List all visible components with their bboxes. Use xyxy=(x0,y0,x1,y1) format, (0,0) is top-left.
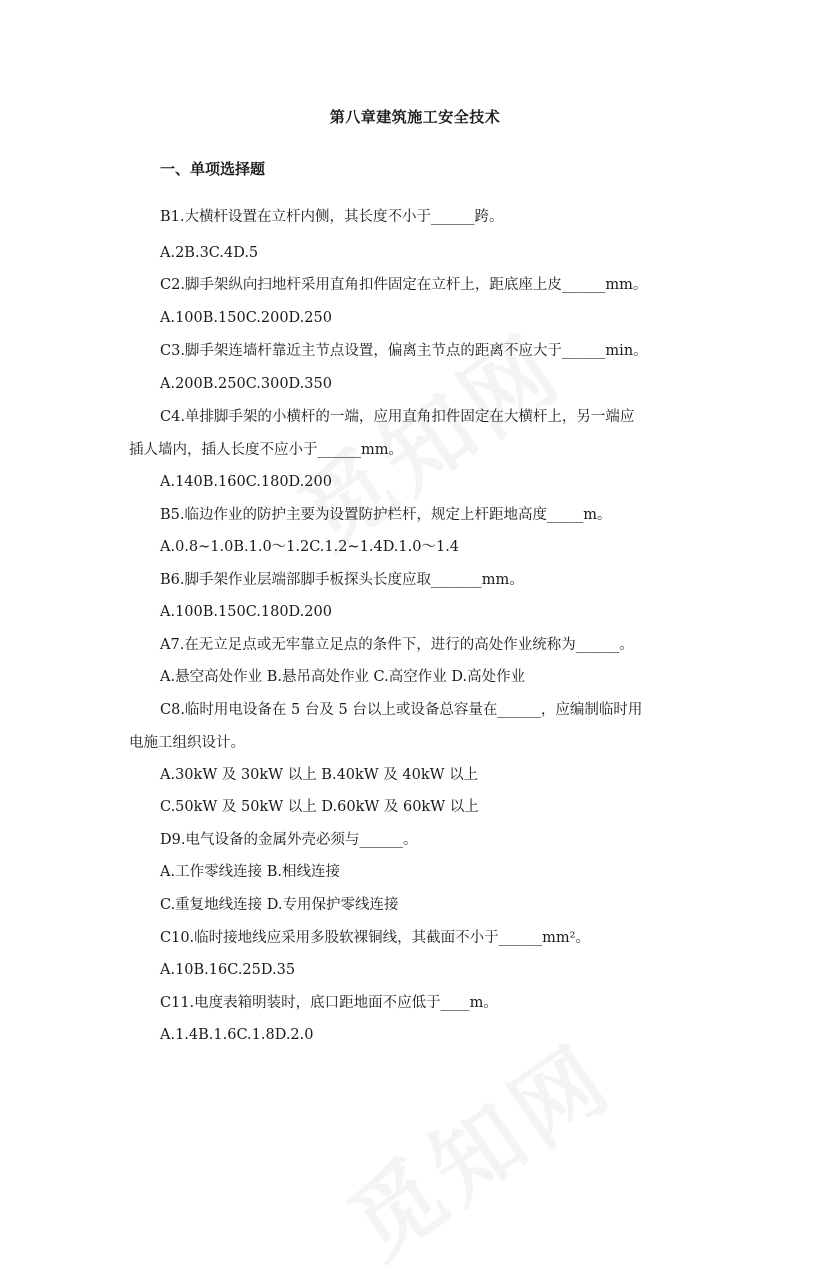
question-text: B1.大横杆设置在立杆内侧，其长度不小于______跨。 xyxy=(160,209,504,225)
question-text: C11.电度表箱明装时，底口距地面不应低于____m。 xyxy=(160,995,498,1011)
question-text: C3.脚手架连墙杆靠近主节点设置，偏离主节点的距离不应大于______min。 xyxy=(160,343,648,359)
question-text: A7.在无立足点或无牢靠立足点的条件下，进行的高处作业统称为______。 xyxy=(160,637,634,653)
question-text-continued: 插人墙内，插人长度不应小于______mm。 xyxy=(129,442,403,458)
answer-options: A.2B.3C.4D.5 xyxy=(160,245,259,261)
answer-options: A.100B.150C.200D.250 xyxy=(160,310,332,326)
page-title: 第八章建筑施工安全技术 xyxy=(329,108,501,126)
answer-options: A.工作零线连接 B.相线连接 xyxy=(160,864,340,880)
answer-options: C.50kW 及 50kW 以上 D.60kW 及 60kW 以上 xyxy=(160,799,479,815)
answer-options: A.悬空高处作业 B.悬吊高处作业 C.高空作业 D.高处作业 xyxy=(160,669,526,685)
question-text: C8.临时用电设备在 5 台及 5 台以上或设备总容量在______，应编制临时用 xyxy=(160,702,643,718)
answer-options: A.140B.160C.180D.200 xyxy=(160,474,332,490)
question-text: C4.单排脚手架的小横杆的一端，应用直角扣件固定在大横杆上，另一端应 xyxy=(160,409,635,425)
question-text: D9.电气设备的金属外壳必须与______。 xyxy=(160,832,418,848)
watermark xyxy=(319,1007,634,1282)
question-text: C10.临时接地线应采用多股软裸铜线，其截面不小于______mm²。 xyxy=(160,930,590,946)
answer-options: A.30kW 及 30kW 以上 B.40kW 及 40kW 以上 xyxy=(160,767,479,783)
answer-options: A.1.4B.1.6C.1.8D.2.0 xyxy=(160,1027,314,1043)
answer-options: A.200B.250C.300D.350 xyxy=(160,376,332,392)
answer-options: A.100B.150C.180D.200 xyxy=(160,604,332,620)
answer-options: A.0.8~1.0B.1.0～1.2C.1.2~1.4D.1.0～1.4 xyxy=(160,539,460,555)
section-heading: 一、单项选择题 xyxy=(160,160,266,178)
question-text: B5.临边作业的防护主要为设置防护栏杆，规定上杆距地高度_____m。 xyxy=(160,507,612,523)
question-text: B6.脚手架作业层端部脚手板探头长度应取_______mm。 xyxy=(160,572,524,588)
question-text: C2.脚手架纵向扫地杆采用直角扣件固定在立杆上，距底座上皮______mm。 xyxy=(160,277,648,293)
question-text-continued: 电施工组织设计。 xyxy=(129,735,245,751)
answer-options: A.10B.16C.25D.35 xyxy=(160,962,296,978)
watermark xyxy=(269,297,584,572)
answer-options: C.重复地线连接 D.专用保护零线连接 xyxy=(160,897,399,913)
